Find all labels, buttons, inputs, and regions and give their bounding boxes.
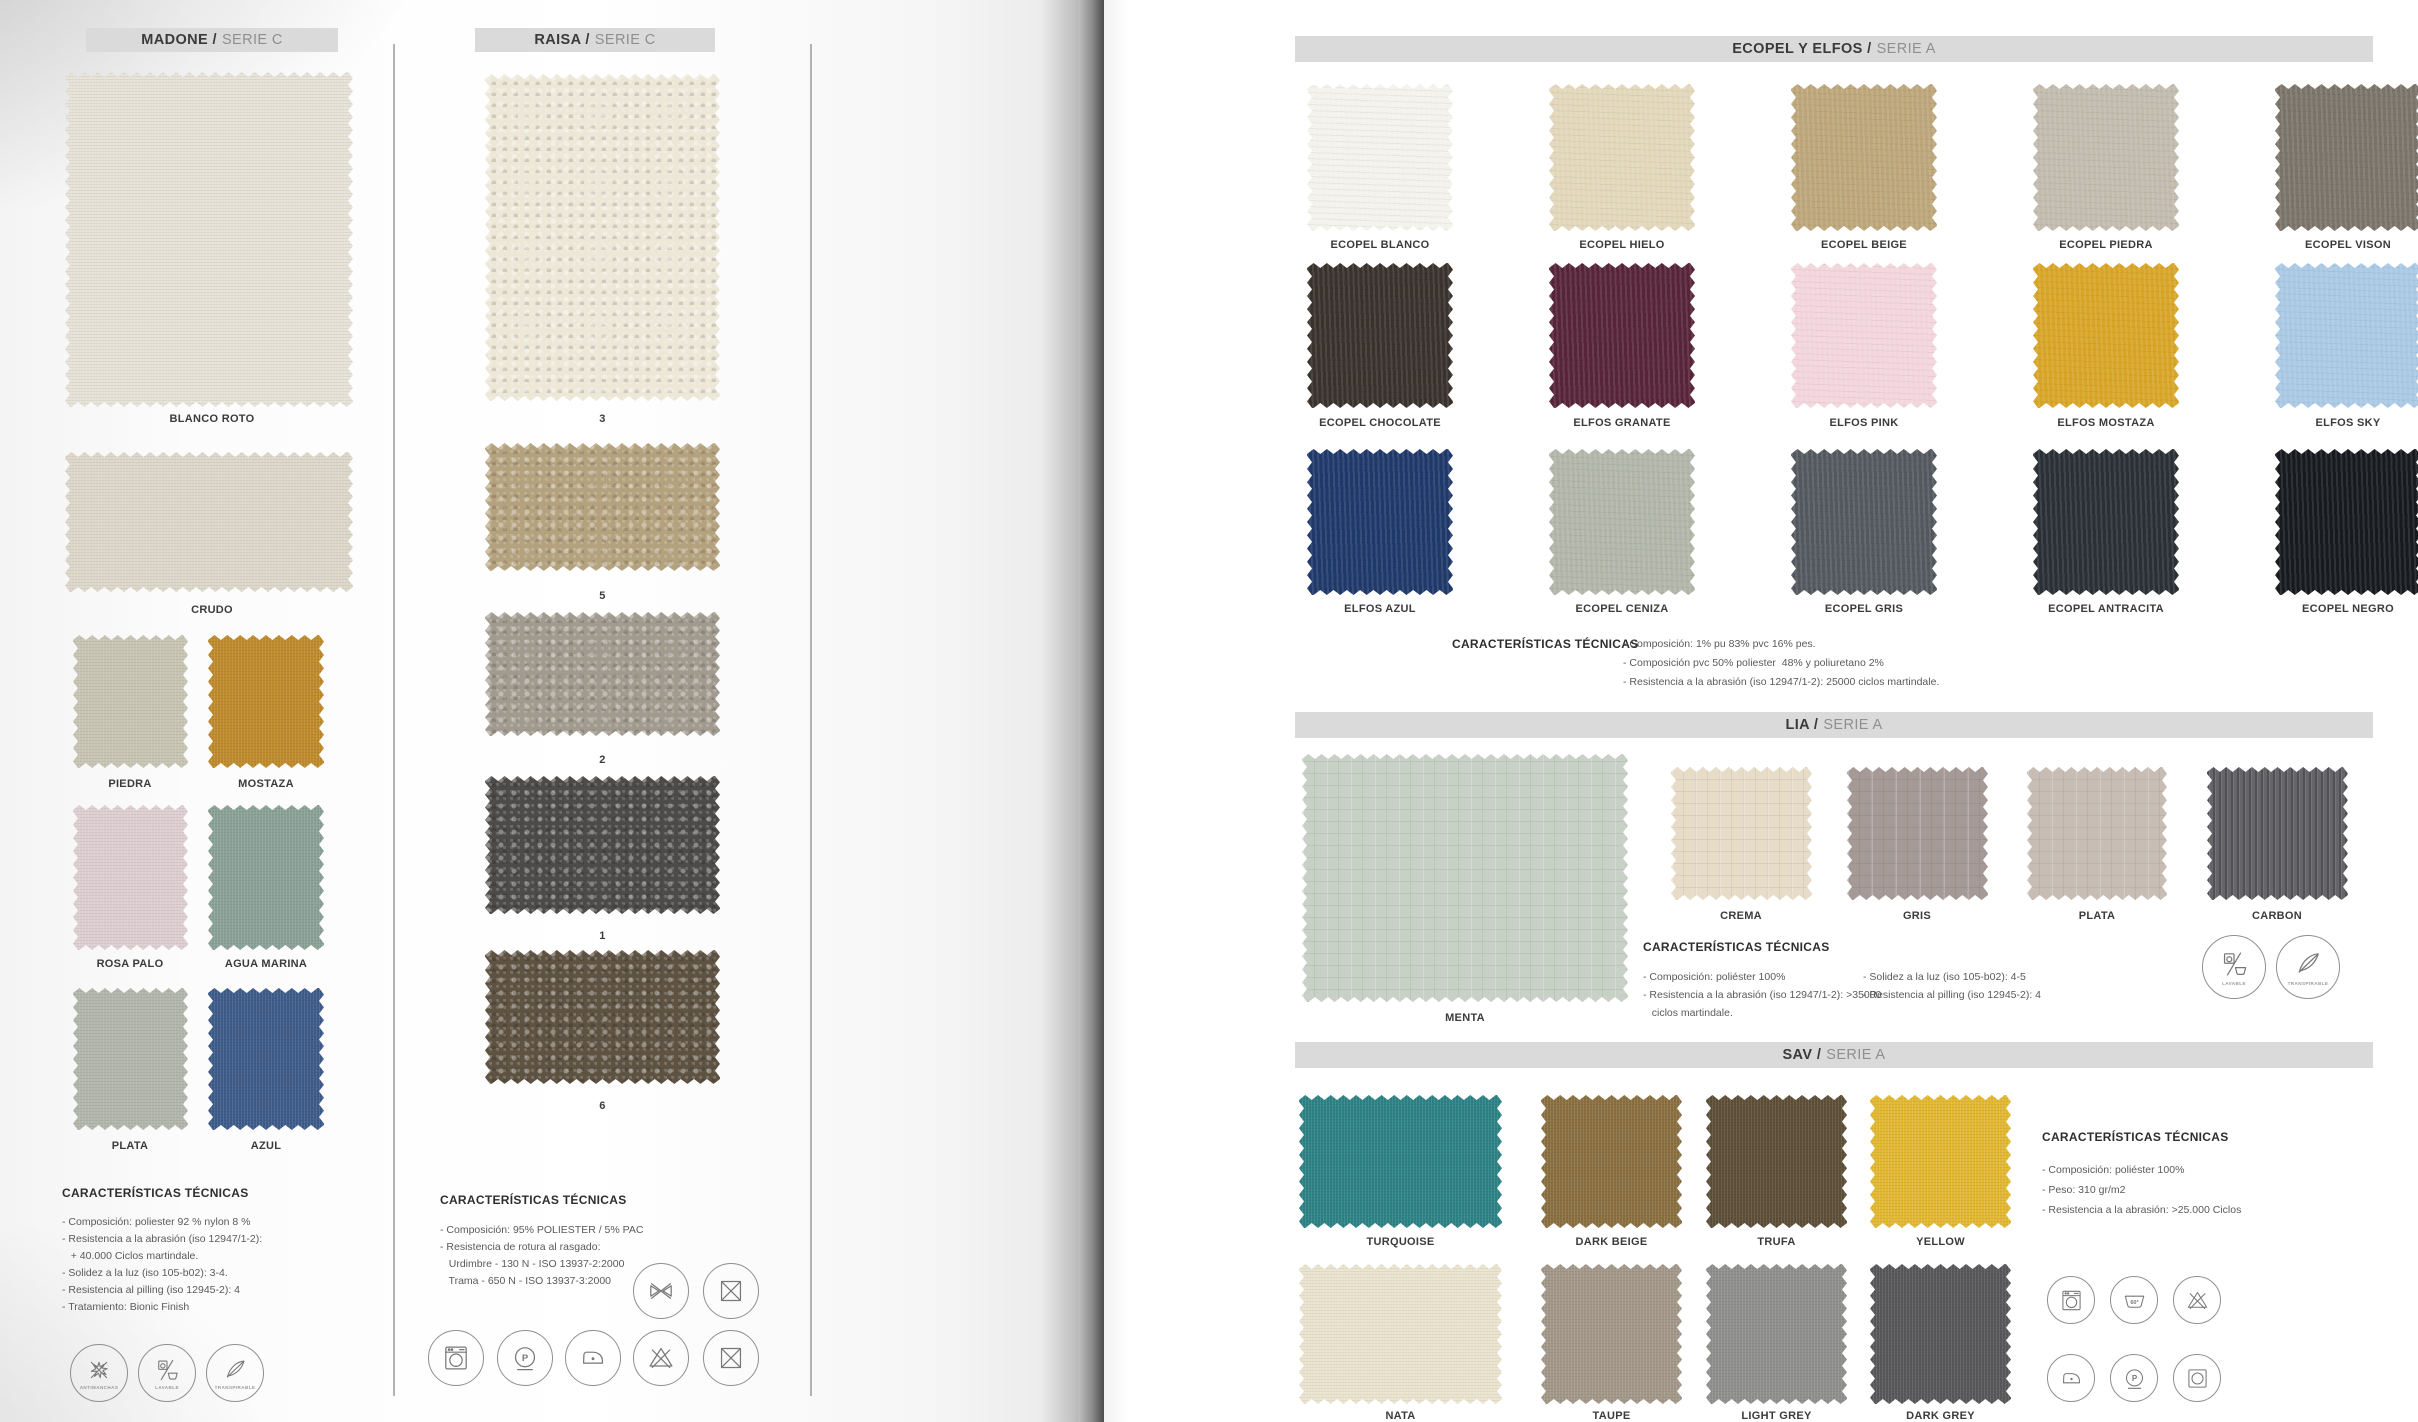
swatch-ecopel-beige <box>1791 84 1937 231</box>
antimanchas-badge <box>70 1344 128 1402</box>
ecopel-section <box>1295 36 2395 696</box>
swatch-label: AGUA MARINA <box>224 958 308 970</box>
lia-header <box>1295 712 2373 738</box>
sav-series: SERIE A <box>1826 1047 1886 1063</box>
swatch-label: ELFOS MOSTAZA <box>2057 417 2155 429</box>
swatch-raisa-3 <box>485 74 720 401</box>
swatch-ecopel-antracita <box>2033 449 2179 595</box>
swatch-raisa-5 <box>485 443 720 571</box>
swatch-label: CRUDO <box>191 604 233 616</box>
swatch-label: ELFOS AZUL <box>1344 603 1416 615</box>
swatch-label: DARK BEIGE <box>1575 1236 1648 1248</box>
swatch-label: PLATA <box>2078 910 2116 922</box>
swatch-elfos-granate <box>1549 263 1695 408</box>
swatch-light-grey <box>1706 1264 1847 1404</box>
swatch-ecopel-vison <box>2275 84 2418 231</box>
lavable-badge <box>2202 935 2266 999</box>
badge-label: ANTIMANCHAS <box>79 1385 119 1390</box>
madone-column <box>62 28 362 1422</box>
swatch-elfos-sky <box>2275 263 2418 408</box>
madone-series: SERIE C <box>221 32 283 48</box>
dry-clean-p-icon <box>497 1330 553 1386</box>
lia-section <box>1295 712 2373 1032</box>
ecopel-tech-line: - Resistencia a la abrasión (iso 12947/1-2): 25000 ciclos martindale. <box>1623 676 1940 688</box>
swatch-label: ECOPEL PIEDRA <box>2059 239 2153 251</box>
ecopel-tech-line: - Composición pvc 50% poliester 48% y poliuretano 2% <box>1623 657 1884 669</box>
lia-tech-heading: CARACTERÍSTICAS TÉCNICAS <box>1643 940 1830 954</box>
swatch-label: ECOPEL CENIZA <box>1575 603 1669 615</box>
dry-clean-p-icon <box>2110 1354 2158 1402</box>
lia-tech-line: ciclos martindale. <box>1643 1007 1733 1019</box>
swatch-label: ECOPEL BLANCO <box>1330 239 1430 251</box>
raisa-tech-heading: CARACTERÍSTICAS TÉCNICAS <box>440 1193 627 1207</box>
lia-title: LIA / <box>1785 717 1819 733</box>
swatch-label: 5 <box>599 590 606 602</box>
swatch-blanco-roto <box>65 72 353 407</box>
iron-icon <box>2047 1354 2095 1402</box>
swatch-label: ECOPEL HIELO <box>1579 239 1665 251</box>
madone-tech-line: - Resistencia a la abrasión (iso 12947/1-2): <box>62 1233 263 1245</box>
lavable-badge <box>138 1344 196 1402</box>
ecopel-title: ECOPEL Y ELFOS / <box>1732 41 1872 57</box>
no-bleach-icon <box>633 1330 689 1386</box>
madone-tech-line: - Composición: poliester 92 % nylon 8 % <box>62 1216 251 1228</box>
swatch-trufa <box>1706 1095 1847 1228</box>
tumble-dry-icon <box>2173 1354 2221 1402</box>
transpirable-badge <box>2276 935 2340 999</box>
swatch-label: ECOPEL NEGRO <box>2301 603 2395 615</box>
swatch-label: 3 <box>599 413 606 425</box>
swatch-ecopel-ceniza <box>1549 449 1695 595</box>
raisa-tech-line: Urdimbre - 130 N - ISO 13937-2:2000 <box>440 1258 625 1270</box>
swatch-label: MOSTAZA <box>238 778 294 790</box>
swatch-ecopel-blanco <box>1307 84 1453 231</box>
madone-tech-line: - Solidez a la luz (iso 105-b02): 3-4. <box>62 1267 228 1279</box>
swatch-dark-beige <box>1541 1095 1682 1228</box>
swatch-label: 6 <box>599 1100 606 1112</box>
swatch-plata <box>73 988 188 1130</box>
sav-title: SAV / <box>1782 1047 1822 1063</box>
swatch-label: ELFOS GRANATE <box>1573 417 1671 429</box>
madone-title: MADONE / <box>141 32 217 48</box>
washable-icon <box>2218 948 2250 980</box>
swatch-label: ELFOS PINK <box>1829 417 1899 429</box>
ecopel-tech-line: - Composición: 1% pu 83% pvc 16% pes. <box>1623 638 1816 650</box>
swatch-label: NATA <box>1385 1410 1416 1422</box>
stain-crossed-icon <box>85 1356 113 1384</box>
swatch-label: ECOPEL ANTRACITA <box>2048 603 2164 615</box>
swatch-label: GRIS <box>1902 910 1932 922</box>
madone-tech-line: + 40.000 Ciclos martindale. <box>62 1250 199 1262</box>
left-page <box>0 0 1078 1422</box>
swatch-yellow <box>1870 1095 2011 1228</box>
swatch-label: PLATA <box>111 1140 149 1152</box>
raisa-tech-line: - Composición: 95% POLIESTER / 5% PAC <box>440 1224 644 1236</box>
page-fold-shadow <box>1040 0 1104 1422</box>
swatch-label: TURQUOISE <box>1366 1236 1435 1248</box>
swatch-crudo <box>65 452 353 592</box>
swatch-crema <box>1671 767 1812 900</box>
swatch-raisa-1 <box>485 776 720 914</box>
sav-tech-line: - Composición: poliéster 100% <box>2042 1164 2185 1176</box>
swatch-label: ECOPEL CHOCOLATE <box>1319 417 1441 429</box>
column-divider <box>393 44 395 1396</box>
raisa-column <box>440 28 750 1422</box>
swatch-dark-grey <box>1870 1264 2011 1404</box>
madone-tech-line: - Resistencia al pilling (iso 12945-2): 4 <box>62 1284 241 1296</box>
swatch-piedra <box>73 635 188 768</box>
swatch-label: BLANCO ROTO <box>169 413 255 425</box>
swatch-ecopel-chocolate <box>1307 263 1453 408</box>
sav-tech-line: - Peso: 310 gr/m2 <box>2042 1184 2126 1196</box>
madone-tech-heading: CARACTERÍSTICAS TÉCNICAS <box>62 1186 249 1200</box>
sav-tech-heading: CARACTERÍSTICAS TÉCNICAS <box>2042 1130 2229 1144</box>
sav-header <box>1295 1042 2373 1068</box>
machine-wash-icon <box>428 1330 484 1386</box>
swatch-turquoise <box>1299 1095 1502 1228</box>
swatch-rosa-palo <box>73 805 188 950</box>
badge-label: LAVABLE <box>2222 981 2246 986</box>
swatch-label: CARBON <box>2251 910 2303 922</box>
lia-tech-line: - Resistencia al pilling (iso 12945-2): 4 <box>1863 989 2042 1001</box>
madone-header <box>86 28 338 52</box>
ecopel-header <box>1295 36 2373 62</box>
badge-label: LAVABLE <box>155 1385 179 1390</box>
swatch-label: TRUFA <box>1757 1236 1796 1248</box>
no-tumble-dry-icon <box>703 1263 759 1319</box>
swatch-gris <box>1847 767 1988 900</box>
machine-wash-icon <box>2047 1276 2095 1324</box>
lia-series: SERIE A <box>1823 717 1883 733</box>
swatch-carbon <box>2207 767 2348 900</box>
badge-label: TRANSPIRABLE <box>214 1385 256 1390</box>
no-bleach-icon <box>2173 1276 2221 1324</box>
sav-tech-line: - Resistencia a la abrasión: >25.000 Ciclos <box>2042 1204 2242 1216</box>
badge-label: TRANSPIRABLE <box>2287 981 2329 986</box>
no-tumble-dry-icon <box>703 1330 759 1386</box>
lia-tech-line: - Composición: poliéster 100% <box>1643 971 1786 983</box>
swatch-ecopel-piedra <box>2033 84 2179 231</box>
lia-tech-line: - Resistencia a la abrasión (iso 12947/1-2): >35000 <box>1643 989 1882 1001</box>
right-page <box>1104 0 2418 1422</box>
feather-icon <box>221 1356 249 1384</box>
column-divider <box>810 44 812 1396</box>
swatch-label: DARK GREY <box>1906 1410 1975 1422</box>
swatch-ecopel-gris <box>1791 449 1937 595</box>
swatch-elfos-pink <box>1791 263 1937 408</box>
ecopel-tech-heading: CARACTERÍSTICAS TÉCNICAS <box>1452 637 1639 651</box>
swatch-taupe <box>1541 1264 1682 1404</box>
ecopel-series: SERIE A <box>1876 41 1936 57</box>
swatch-elfos-azul <box>1307 449 1453 595</box>
sav-section <box>1295 1042 2373 1422</box>
swatch-label: PIEDRA <box>108 778 152 790</box>
raisa-header <box>475 28 715 52</box>
raisa-series: SERIE C <box>594 32 656 48</box>
swatch-label: 2 <box>599 754 606 766</box>
swatch-label: AZUL <box>250 1140 282 1152</box>
swatch-label: ELFOS SKY <box>2315 417 2381 429</box>
swatch-elfos-mostaza <box>2033 263 2179 408</box>
swatch-label: 1 <box>599 930 606 942</box>
swatch-menta <box>1302 754 1628 1002</box>
swatch-label: TAUPE <box>1592 1410 1631 1422</box>
swatch-label: YELLOW <box>1916 1236 1965 1248</box>
swatch-label: LIGHT GREY <box>1741 1410 1812 1422</box>
transpirable-badge <box>206 1344 264 1402</box>
swatch-label: MENTA <box>1445 1012 1485 1024</box>
swatch-label: ECOPEL GRIS <box>1824 603 1904 615</box>
swatch-label: ECOPEL VISON <box>2305 239 2391 251</box>
swatch-ecopel-negro <box>2275 449 2418 595</box>
swatch-ecopel-hielo <box>1549 84 1695 231</box>
swatch-label: ECOPEL BEIGE <box>1821 239 1907 251</box>
madone-tech-line: - Tratamiento: Bionic Finish <box>62 1301 190 1313</box>
swatch-agua-marina <box>208 805 324 950</box>
swatch-plata <box>2027 767 2167 900</box>
swatch-mostaza <box>208 635 324 768</box>
raisa-tech-line: - Resistencia de rotura al rasgado: <box>440 1241 601 1253</box>
wash-60-icon <box>2110 1276 2158 1324</box>
feather-icon <box>2292 948 2324 980</box>
raisa-title: RAISA / <box>534 32 590 48</box>
swatch-raisa-2 <box>485 612 720 736</box>
swatch-label: ROSA PALO <box>96 958 164 970</box>
iron-icon <box>565 1330 621 1386</box>
swatch-label: CREMA <box>1720 910 1762 922</box>
washable-icon <box>153 1356 181 1384</box>
swatch-azul <box>208 988 324 1130</box>
lia-tech-line: - Solidez a la luz (iso 105-b02): 4-5 <box>1863 971 2026 983</box>
no-wring-icon <box>633 1263 689 1319</box>
raisa-tech-line: Trama - 650 N - ISO 13937-3:2000 <box>440 1275 612 1287</box>
swatch-raisa-6 <box>485 950 720 1084</box>
swatch-nata <box>1299 1264 1502 1404</box>
